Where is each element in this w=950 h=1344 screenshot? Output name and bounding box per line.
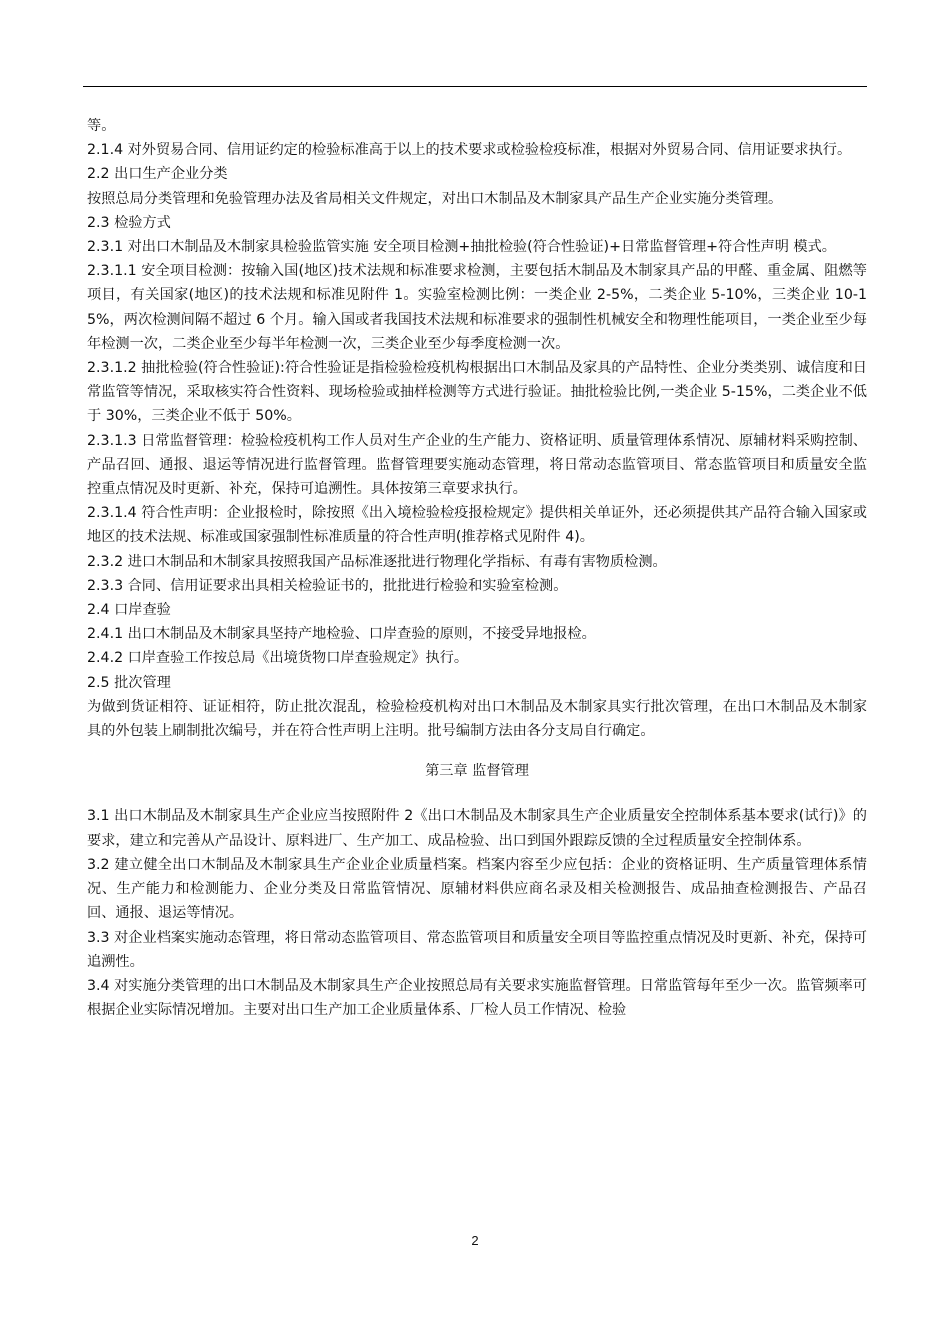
paragraph: 2.3.1 对出口木制品及木制家具检验监管实施 安全项目检测+抽批检验(符合性验证)+日常监督管理+符合性声明 模式。 bbox=[87, 239, 836, 256]
section-heading: 2.4 口岸查验 bbox=[87, 602, 171, 619]
paragraph: 3.1 出口木制品及木制家具生产企业应当按照附件 2《出口木制品及木制家具生产企业质量安全控制体系基本要求(试行)》的要求，建立和完善从产品设计、原料进厂、生产加工、成品检验、出口到国外跟踪反馈的全过程质量安全控制体系。 bbox=[87, 808, 867, 849]
section-heading: 2.2 出口生产企业分类 bbox=[87, 166, 228, 183]
paragraph: 2.4.2 口岸查验工作按总局《出境货物口岸查验规定》执行。 bbox=[87, 650, 469, 667]
paragraph: 3.2 建立健全出口木制品及木制家具生产企业企业质量档案。档案内容至少应包括：企业的资格证明、生产质量管理体系情况、生产能力和检测能力、企业分类及日常监管情况、原辅材料供应商名录及相关检测报告、成品抽查检测报告、产品召回、通报、退运等情况。 bbox=[87, 856, 867, 922]
paragraph: 2.3.2 进口木制品和木制家具按照我国产品标准逐批进行物理化学指标、有毒有害物质检测。 bbox=[87, 553, 667, 570]
body-text bbox=[87, 114, 867, 1022]
header-rule bbox=[83, 86, 867, 87]
chapter-title: 第三章 监督管理 bbox=[425, 763, 529, 780]
paragraph: 2.3.1.2 抽批检验(符合性验证):符合性验证是指检验检疫机构根据出口木制品及家具的产品特性、企业分类类别、诚信度和日常监管等情况，采取核实符合性资料、现场检验或抽样检测等方式进行验证。抽批检验比例,一类企业 5-15%，二类企业不低于 30%，三类企业不低于 50%。 bbox=[87, 360, 867, 425]
paragraph: 2.3.1.1 安全项目检测：按输入国(地区)技术法规和标准要求检测，主要包括木制品及木制家具产品的甲醛、重金属、阻燃等项目，有关国家(地区)的技术法规和标准见附件 1。实验室检测比例：一类企业 2-5%，二类企业 5-10%，三类企业 10-15%，两次检测间隔不超过 6 个月。输入国或者我国技术法规和标准要求的强制性机械安全和物理性能项目，一类企业至少每年检测一次，二类企业至少每半年检测一次，三类企业至少每季度检测一次。 bbox=[87, 263, 867, 352]
paragraph: 2.3.1.3 日常监督管理：检验检疫机构工作人员对生产企业的生产能力、资格证明、质量管理体系情况、原辅材料采购控制、产品召回、通报、退运等情况进行监督管理。监督管理要实施动态管理，将日常动态监管项目、常态监管项目和质量安全监控重点情况及时更新、补充，保持可追溯性。具体按第三章要求执行。 bbox=[87, 432, 867, 498]
paragraph: 3.4 对实施分类管理的出口木制品及木制家具生产企业按照总局有关要求实施监督管理。日常监管每年至少一次。监管频率可根据企业实际情况增加。主要对出口生产加工企业质量体系、厂检人员工作情况、检验 bbox=[87, 977, 867, 1019]
paragraph: 2.1.4 对外贸易合同、信用证约定的检验标准高于以上的技术要求或检验检疫标准，根据对外贸易合同、信用证要求执行。 bbox=[87, 142, 852, 159]
paragraph: 2.4.1 出口木制品及木制家具坚持产地检验、口岸查验的原则，不接受异地报检。 bbox=[87, 626, 596, 643]
paragraph: 3.3 对企业档案实施动态管理，将日常动态监管项目、常态监管项目和质量安全项目等监控重点情况及时更新、补充，保持可追溯性。 bbox=[87, 929, 867, 970]
paragraph: 为做到货证相符、证证相符，防止批次混乱，检验检疫机构对出口木制品及木制家具实行批次管理，在出口木制品及木制家具的外包装上刷制批次编号，并在符合性声明上注明。批号编制方法由各分支局自行确定。 bbox=[87, 698, 867, 740]
paragraph: 2.3.3 合同、信用证要求出具相关检验证书的，批批进行检验和实验室检测。 bbox=[87, 577, 568, 594]
paragraph: 等。 bbox=[87, 118, 116, 134]
paragraph: 按照总局分类管理和免验管理办法及省局相关文件规定，对出口木制品及木制家具产品生产企业实施分类管理。 bbox=[87, 190, 783, 207]
section-heading: 2.3 检验方式 bbox=[87, 214, 171, 231]
section-heading: 2.5 批次管理 bbox=[87, 674, 171, 691]
paragraph: 2.3.1.4 符合性声明：企业报检时，除按照《出入境检验检疫报检规定》提供相关单证外，还必须提供其产品符合输入国家或地区的技术法规、标准或国家强制性标准质量的符合性声明(推荐格式见附件 4)。 bbox=[87, 505, 867, 546]
page-number: 2 bbox=[471, 1233, 479, 1248]
